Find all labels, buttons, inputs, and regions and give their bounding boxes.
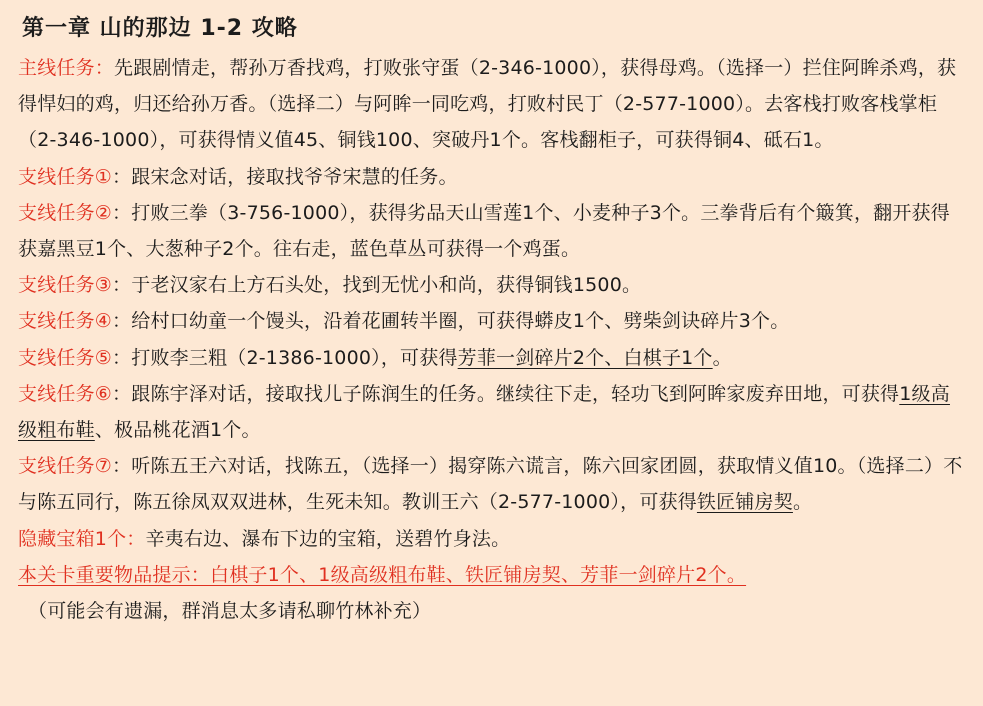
side-task-3-paragraph — [18, 267, 965, 303]
side-task-7-text-after: 。 — [792, 491, 813, 514]
side-task-3-text: ：于老汉家右上方石头处，找到无忧小和尚，获得铜钱1500。 — [112, 274, 642, 297]
side-task-6-paragraph — [18, 376, 965, 448]
side-task-1-paragraph — [18, 159, 965, 195]
side-task-1-label: 支线任务① — [18, 165, 113, 188]
main-task-label: 主线任务： — [18, 57, 115, 79]
side-task-5-text-before: ：打败李三粗（2-1386-1000），可获得 — [112, 346, 458, 369]
side-task-7-item-reward: 铁匠铺房契 — [696, 491, 793, 514]
side-task-4-label: 支线任务④ — [18, 310, 113, 333]
side-task-1-text: ：跟宋念对话，接取找爷爷宋慧的任务。 — [112, 165, 458, 188]
side-task-7-label: 支线任务⑦ — [18, 455, 113, 478]
hidden-chest-label: 隐藏宝箱1个： — [18, 527, 146, 550]
hidden-chest-text: 辛夷右边、瀑布下边的宝箱，送碧竹身法。 — [145, 527, 511, 550]
side-task-2-paragraph — [18, 195, 965, 267]
side-task-5-paragraph — [18, 340, 965, 376]
hidden-chest-paragraph — [18, 521, 965, 557]
side-task-5-label: 支线任务⑤ — [18, 346, 113, 369]
main-task-paragraph — [18, 50, 965, 159]
side-task-6-text-after: 、极品桃花酒1个。 — [94, 419, 261, 442]
side-task-6-text-before: ：跟陈宇泽对话，接取找儿子陈润生的任务。继续往下走，轻功飞到阿眸家废弃田地，可获得 — [112, 382, 900, 405]
side-task-2-text: ：打败三拳（3-756-1000），获得劣品天山雪莲1个、小麦种子3个。三拳背后有个簸箕，翻开获得获嘉黑豆1个、大葱种子2个。往右走，蓝色草丛可获得一个鸡蛋。 — [18, 201, 950, 261]
side-task-7-paragraph — [18, 448, 965, 520]
side-task-3-label: 支线任务③ — [18, 274, 113, 297]
side-task-4-text: ：给村口幼童一个馒头，沿着花圃转半圈，可获得蟒皮1个、劈柴剑诀碎片3个。 — [112, 310, 790, 333]
key-items-paragraph — [18, 557, 965, 593]
side-task-5-item-reward: 芳菲一剑碎片2个、白棋子1个 — [457, 346, 713, 369]
side-task-2-label: 支线任务② — [18, 201, 113, 224]
side-task-6-label: 支线任务⑥ — [18, 382, 113, 405]
side-task-4-paragraph — [18, 303, 965, 339]
footnote: （可能会有遗漏，群消息太多请私聊竹林补充） — [28, 600, 432, 623]
guide-body — [18, 50, 965, 629]
main-task-text: 先跟剧情走，帮孙万香找鸡，打败张守蛋（2-346-1000），获得母鸡。（选择一）拦住阿眸杀鸡，获得悍妇的鸡，归还给孙万香。（选择二）与阿眸一同吃鸡，打败村民丁（2-577-1000）。去客栈打败客栈掌柜（2-346-1000），可获得情义值45、铜钱100、突破丹1个。客栈翻柜子，可获得铜4、砥石1。 — [18, 57, 957, 152]
key-items-summary: 本关卡重要物品提示：白棋子1个、1级高级粗布鞋、铁匠铺房契、芳菲一剑碎片2个。 — [18, 563, 747, 586]
side-task-7-text-before: ：听陈五王六对话，找陈五，（选择一）揭穿陈六谎言，陈六回家团圆，获取情义值10。（选择二）不与陈五同行，陈五徐凤双双进林，生死未知。教训王六（2-577-1000），可获得 — [18, 455, 963, 514]
side-task-6-item-reward: 1级高级粗布鞋 — [18, 382, 950, 442]
side-task-5-text-after: 。 — [712, 346, 732, 369]
page-title: 第一章 山的那边 1-2 攻略 — [22, 16, 298, 41]
